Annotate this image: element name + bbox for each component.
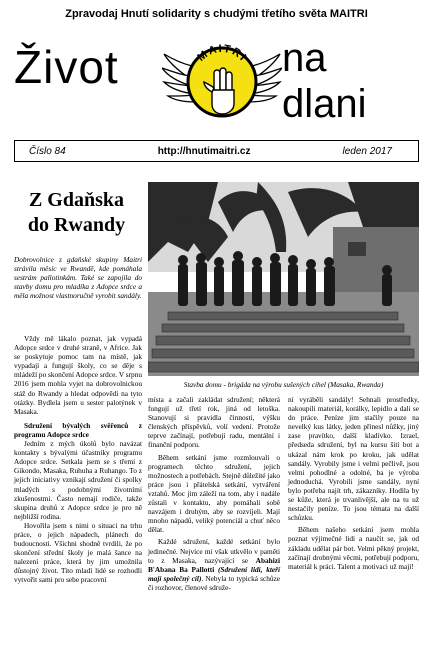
- article-paragraph: Během našeho setkání jsem mohla poznat výjimečné lidi a naučit se, jak od základu udělat pár bot. Velmi pěkný projekt, začínají drobnými věcmi, potřebují podporu, materiál k práci. Talent a motivaci už mají!: [288, 525, 419, 571]
- article-column-3: [288, 395, 419, 571]
- association-translation: (Sdružení lidí, kteří mají společný cíl): [148, 564, 281, 583]
- article-title-line-2: do Rwandy: [27, 214, 126, 236]
- issue-number: Číslo 84: [29, 145, 66, 157]
- masthead-title-zivot: Život: [14, 41, 119, 93]
- issue-date: leden 2017: [342, 145, 392, 157]
- article-paragraph: Jedním z mých úkolů bylo navázat kontakty s bývalými účastníky programu Adopce srdce. Setkala jsem se s třemi z Gikondo, Masaka, Ruhuha a Ruhango. To z jejich iniciativy vznikají sdružení či spolky mladých s podobnými životními zkušenostmi. Často nemají rodiče, takže skupina druhů z Adopce srdce je pro ně nejbližší rodina.: [14, 439, 142, 521]
- article-paragraph: Vždy mě lákalo poznat, jak vypadá Adopce srdce v druhé straně, v Africe. Jak se poskytuje pomoc tam na místě, jak vypadají a fungují školy, co se děje s mládeží po skončení Adopce srdce. V srpnu 2016 jsem mohla vyjet na dobrovolnickou stáž do Rwandy a hledat odpovědi na tyto otázky. Bydlela jsem u sester palotýnek v Masaka.: [14, 334, 143, 416]
- article-paragraph: ní vyráběli sandály! Sehnali prostředky, nakoupili materiál, korálky, lepidlo a dali se do práce. Peníze jim stačily pouze na nevelký kus látky, jeden přinesl nůžky, jiný zase pravítko, další kladívko. Izrael, předseda sdružení, byl na kursu šití bot a ukázal nám krok po kroku, jak udělat sandály. Vyrobily jsme i velmi pečlivě, jsou velmi pohodlné a odolné, ba je výroba jednoduchá. Vyrobili jsme sandály, nyní bylo potřeba najít trh, zákazníky. Hodila by se kůže, která je trvanlivější, ale na tu už nestačily peníze. To jsou témata na další schůzku.: [288, 395, 419, 523]
- brick-making-photo: [148, 182, 419, 376]
- article-title-line-1: Z Gdaňska: [28, 189, 125, 211]
- article-lead: Dobrovolnice z gdaňské skupiny Maitri strávila měsíc ve Rwandě, kde pomáhala sestrám pallotinkám. Také se zapojila do stavby domu pro mladíka z Adopce srdce a měla možnost vlastnoručně vyrobit sandály.: [14, 255, 142, 300]
- article-title: [14, 188, 139, 238]
- paragraph-text: Každé sdružení, každé setkání bylo jedinečné. Nejvíce mi však utkvělo v paměti to z Masaka, nazývající se: [148, 537, 280, 565]
- article-column-2: [148, 395, 280, 592]
- logo-text: MAITRI: [195, 42, 250, 64]
- masthead-title-dlani: dlani: [282, 82, 367, 126]
- article-photo: [148, 182, 419, 376]
- maitri-logo: [162, 20, 282, 138]
- masthead-title-na: na: [282, 36, 327, 80]
- article-column-1: [14, 334, 142, 585]
- article-paragraph: [148, 537, 280, 592]
- article-paragraph: Hovořila jsem s nimi o situaci na trhu práce, o jejich nápadech, plánech do budoucnosti. Všichni shodně tvrdili, že po skončení střední školy je malá šance na nalezení práce, která by jim umožnila důstojný život. Tito mladí lidé se rozhodli vytvořit sami pro sebe pracovní: [14, 520, 142, 585]
- article-paragraph: Během setkání jsme rozmlouvali o programech těchto sdružení, jejich možnostech a potřebách. Stejně důležité jako práce jsou i přátelská setkání, vytváření vztahů. Moc jim záleží na tom, aby i nadále zůstali v kontaktu, aby pomáhali sobě navzájem i druhým, aby se rozvíjeli. Mají mnoho nápadů, veliký potenciál a chuť něco dělat.: [148, 452, 280, 535]
- website-link[interactable]: http://hnutimaitri.cz: [157, 145, 251, 157]
- photo-caption: Stavba domu - brigáda na výrobu sušených cihel (Masaka, Rwanda): [183, 380, 384, 389]
- article-paragraph: místa a začali zakládat sdružení; některá fungují už třetí rok, jiná od letoška. Stanovují si pravidla činnosti, výšku členských příspěvků, volí vedení. Protože teprve začínají, potřebují radu, mentální i finanční podporu.: [148, 395, 280, 450]
- association-name: Abahizi B'Abana Ba Pallotti: [148, 555, 280, 574]
- paragraph-text: . Nebyla to typická schůze či rozhovor, členové sdruže-: [148, 573, 280, 592]
- issue-info-bar: [14, 140, 419, 162]
- article-subheading: Sdružení bývalých svěřenců z programu Adopce srdce: [14, 420, 142, 439]
- masthead-tagline: Zpravodaj Hnutí solidarity s chudými třetího světa MAITRI: [65, 8, 368, 20]
